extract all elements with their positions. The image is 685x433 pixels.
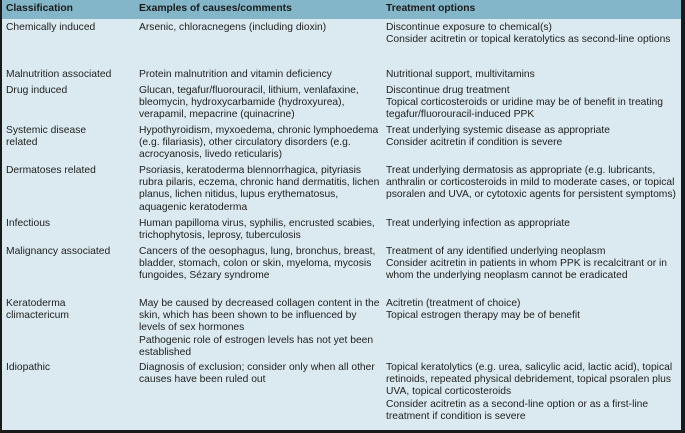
- header-classification: Classification: [2, 0, 138, 19]
- causes-line: May be caused by decreased collagen content in the skin, which has been shown to be influenced by levels of sex hormones: [139, 298, 380, 334]
- treatment-line: Consider acitretin as a second-line option or as a first-line treatment if condition is severe: [386, 398, 649, 422]
- treatment-line: Treat underlying infection as appropriate: [386, 218, 570, 229]
- cell-classification: Drug induced: [6, 85, 68, 96]
- ppk-classification-table: [2, 0, 681, 429]
- treatment-line: Discontinue drug treatment: [386, 85, 510, 96]
- cell-causes: Cancers of the oesophagus, lung, bronchus, breast, bladder, stomach, colon or skin, myeloma, mycosis fungoides, Sézary syndrome: [139, 246, 376, 282]
- cell-causes: Hypothyroidism, myxoedema, chronic lymphoedema (e.g. filariasis), other circulatory disorders (e.g. acrocyanosis, livedo reticularis): [139, 125, 379, 161]
- cell-treatment: [386, 82, 681, 122]
- treatment-line: Treat underlying dermatosis as appropriate (e.g. lubricants, anthralin or corticosteroids in mild to moderate cases, or topical psoralen and UVA, or cytotoxic agents for persistent symptoms): [386, 165, 676, 201]
- treatment-line: Consider acitretin if condition is severe: [386, 137, 563, 149]
- cell-causes: Arsenic, chloracnegens (including dioxin): [139, 22, 327, 33]
- cell-causes: [138, 295, 386, 359]
- cell-treatment: [386, 19, 681, 67]
- treatment-line: Treat underlying systemic disease as appropriate: [386, 125, 610, 136]
- table-row: [2, 215, 681, 243]
- cell-treatment: [386, 359, 681, 429]
- table-row: [2, 82, 681, 122]
- table-row: [2, 162, 681, 215]
- cell-classification: Malnutrition associated: [6, 69, 112, 80]
- treatment-line: Consider acitretin in patients in whom PPK is recalcitrant or in whom the underlying neoplasm cannot be eradicated: [386, 258, 667, 282]
- cell-treatment: [386, 122, 681, 162]
- cell-causes: Human papilloma virus, syphilis, encrusted scabies, trichophytosis, leprosy, tuberculosis: [139, 218, 375, 242]
- cell-classification: Malignancy associated: [6, 246, 111, 257]
- treatment-line: Consider acitretin or topical keratolytics as second-line options: [386, 34, 671, 46]
- table-row: [2, 359, 681, 429]
- table-row: [2, 19, 681, 67]
- cell-classification: Infectious: [6, 218, 51, 229]
- cell-classification: Dermatoses related: [6, 165, 96, 176]
- cell-treatment: [386, 243, 681, 295]
- header-causes: Examples of causes/comments: [138, 0, 386, 19]
- cell-causes: Diagnosis of exclusion; consider only when all other causes have been ruled out: [139, 362, 375, 386]
- cell-classification: Keratoderma climactericum: [6, 298, 69, 322]
- treatment-line: Nutritional support, multivitamins: [386, 69, 535, 80]
- table-row: [2, 122, 681, 162]
- treatment-line: Acitretin (treatment of choice): [386, 298, 521, 309]
- cell-treatment: [386, 162, 681, 215]
- header-treatment: Treatment options: [386, 0, 681, 19]
- treatment-line: Treatment of any identified underlying neoplasm: [386, 246, 606, 257]
- table-row: [2, 243, 681, 295]
- table-row: [2, 67, 681, 82]
- treatment-line: Topical corticosteroids or uridine may be of benefit in treating tegafur/fluorouracil-induced PPK: [386, 97, 664, 121]
- cell-classification: Idiopathic: [6, 362, 51, 374]
- cell-classification: Systemic disease related: [6, 125, 87, 149]
- table-row: [2, 295, 681, 359]
- treatment-line: Discontinue exposure to chemical(s): [386, 22, 552, 33]
- table-frame: [2, 0, 683, 431]
- cell-treatment: [386, 215, 681, 243]
- cell-classification: Chemically induced: [6, 22, 96, 33]
- header-row: [2, 0, 681, 19]
- cell-treatment: [386, 67, 681, 82]
- cell-treatment: [386, 295, 681, 359]
- cell-causes: Glucan, tegafur/fluorouracil, lithium, venlafaxine, bleomycin, hydroxycarbamide (hydroxyurea), verapamil, mepacrine (quinacrine): [139, 85, 359, 121]
- treatment-line: Topical estrogen therapy may be of benefit: [386, 310, 581, 322]
- treatment-line: Topical keratolytics (e.g. urea, salicylic acid, lactic acid), topical retinoids, repeated physical debridement, topical psoralen plus UVA, topical corticosteroids: [386, 362, 673, 398]
- causes-line: Pathogenic role of estrogen levels has not yet been established: [139, 334, 374, 358]
- cell-causes: Psoriasis, keratoderma blennorrhagica, pityriasis rubra pilaris, eczema, chronic hand dermatitis, lichen planus, lichen nitidus, lupus erythematosus, aquagenic keratoderma: [139, 165, 380, 213]
- cell-causes: Protein malnutrition and vitamin deficiency: [139, 69, 332, 80]
